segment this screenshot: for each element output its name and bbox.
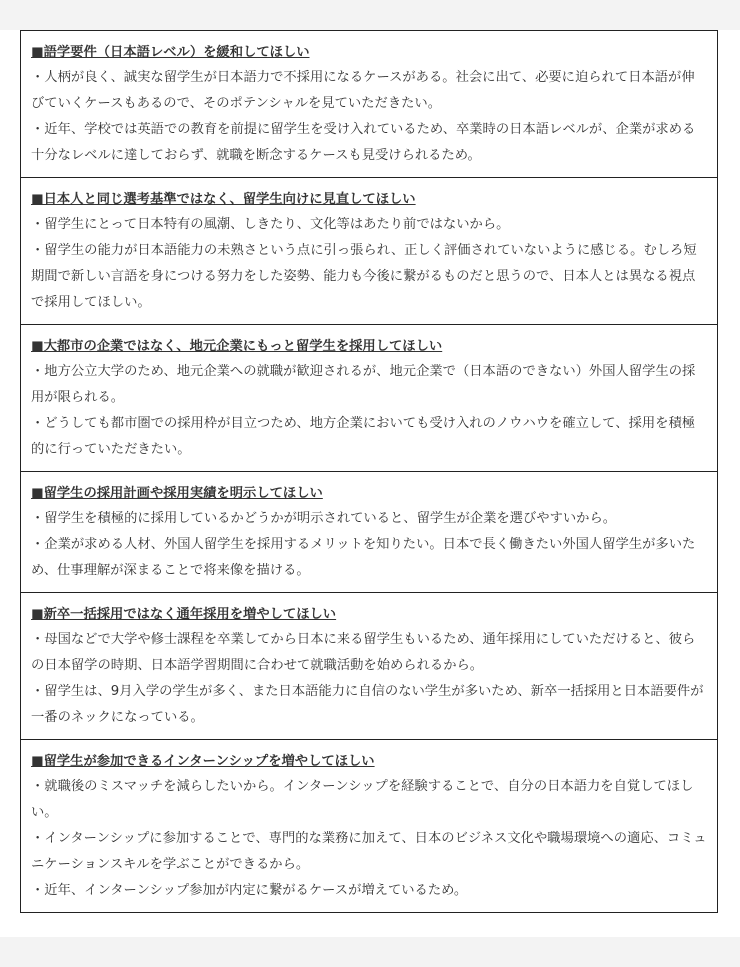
list-item: ・人柄が良く、誠実な留学生が日本語力で不採用になるケースがある。社会に出て、必要に迫られて日本語が伸びていくケースもあるので、そのポテンシャルを見ていただきたい。	[31, 70, 695, 111]
list-item: ・インターンシップに参加することで、専門的な業務に加えて、日本のビジネス文化や職場環境への適応、コミュニケーションスキルを学ぶことができるから。	[31, 831, 707, 872]
section-year-round-hiring	[21, 593, 717, 740]
list-item: ・地方公立大学のため、地元企業への就職が歓迎されるが、地元企業で（日本語のできない）外国人留学生の採用が限られる。	[31, 364, 696, 405]
list-item: ・母国などで大学や修士課程を卒業してから日本に来る留学生もいるため、通年採用にしていただけると、彼らの日本留学の時期、日本語学習期間に合わせて就職活動を始められるから。	[31, 632, 696, 673]
section-language-requirements	[21, 31, 717, 178]
section-heading: ■新卒一括採用ではなく通年採用を増やしてほしい	[31, 607, 337, 622]
list-item: ・近年、学校では英語での教育を前提に留学生を受け入れているため、卒業時の日本語レベルが、企業が求める十分なレベルに達しておらず、就職を断念するケースも見受けられるため。	[31, 122, 696, 163]
section-hiring-plans	[21, 472, 717, 593]
section-heading: ■大都市の企業ではなく、地元企業にもっと留学生を採用してほしい	[31, 339, 443, 354]
list-item: ・就職後のミスマッチを減らしたいから。インターンシップを経験することで、自分の日本語力を自覚してほしい。	[31, 779, 694, 820]
section-local-companies	[21, 325, 717, 472]
section-internships	[21, 740, 717, 912]
page-content	[0, 30, 740, 937]
list-item: ・留学生を積極的に採用しているかどうかが明示されていると、留学生が企業を選びやすいから。	[31, 511, 617, 526]
requests-table	[20, 30, 718, 913]
section-heading: ■日本人と同じ選考基準ではなく、留学生向けに見直してほしい	[31, 192, 416, 207]
section-selection-criteria	[21, 178, 717, 325]
list-item: ・どうしても都市圏での採用枠が目立つため、地方企業においても受け入れのノウハウを確立して、採用を積極的に行っていただきたい。	[31, 416, 696, 457]
list-item: ・留学生は、9月入学の学生が多く、また日本語能力に自信のない学生が多いため、新卒一括採用と日本語要件が一番のネックになっている。	[31, 684, 704, 725]
section-heading: ■留学生が参加できるインターンシップを増やしてほしい	[31, 754, 375, 769]
list-item: ・近年、インターンシップ参加が内定に繋がるケースが増えているため。	[31, 883, 468, 898]
list-item: ・企業が求める人材、外国人留学生を採用するメリットを知りたい。日本で長く働きたい外国人留学生が多いため、仕事理解が深まることで将来像を描ける。	[31, 537, 696, 578]
list-item: ・留学生にとって日本特有の風潮、しきたり、文化等はあたり前ではないから。	[31, 217, 510, 232]
section-heading: ■語学要件（日本語レベル）を緩和してほしい	[31, 45, 310, 60]
section-heading: ■留学生の採用計画や採用実績を明示してほしい	[31, 486, 323, 501]
list-item: ・留学生の能力が日本語能力の未熟さという点に引っ張られ、正しく評価されていないように感じる。むしろ短期間で新しい言語を身につける努力をした姿勢、能力も今後に繋がるものだと思うので、日本人とは異なる視点で採用してほしい。	[31, 243, 697, 310]
